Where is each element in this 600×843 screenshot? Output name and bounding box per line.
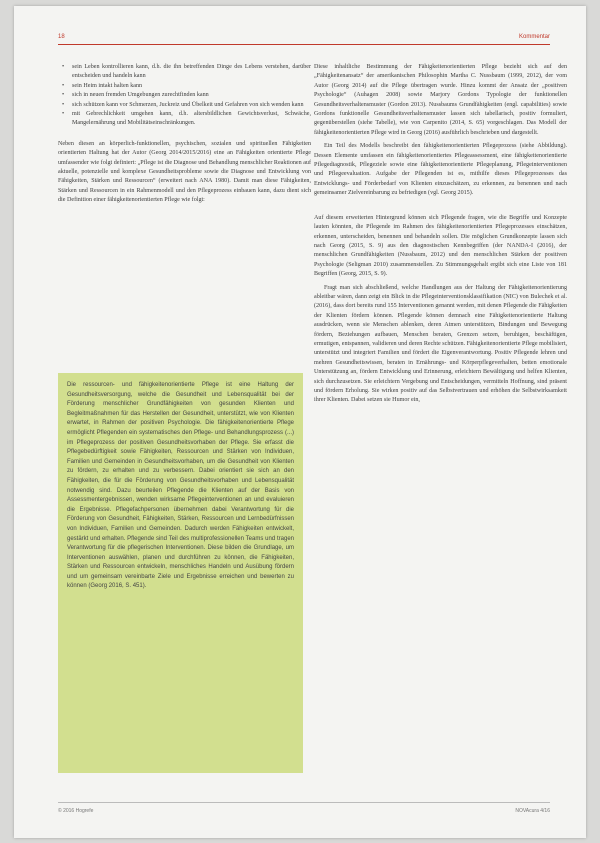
list-item: • sich in neuen fremden Umgebungen zurechtfinden kann <box>58 91 311 100</box>
list-item: • mit Gebrechlichkeit umgehen kann, d.h. altersbildlichen Gewichtsverlust, Schwäche, Mangelernährung und Mobilitätseinschränkungen. <box>58 110 311 129</box>
list-item: • sein Leben kontrollieren kann, d.h. die ihn betreffenden Dinge des Lebens verstehen, darüber entscheiden und handeln kann <box>58 63 311 82</box>
body-paragraph: Ein Teil des Modells beschreibt den fähigkeitenorientierten Pflegeprozess (siehe Abbildung). Dessen Elemente umfassen ein fähigkeitenorientiertes Pflegeassessment, eine fähigkeitenorientierte Pflegediagnostik, Pflegeziele sowie eine fähigkeitenorientierte Pflegeplanung, Pflegeinterventionen und Pflegeevaluation. Aufgabe der Pflegenden ist es, mithilfe dieses Pflegeprozesses das Entwicklungs- und Förderbedarf von Klienten einzuschätzen, zu erkennen, zu benennen und nach gemeinsamer Zielvereinbarung zu befriedigen (vgl. Georg 2015). <box>314 143 567 197</box>
footer-copyright: © 2016 Hogrefe <box>58 808 94 814</box>
definition-text: Die ressourcen- und fähigkeitenorientierte Pflege ist eine Haltung der Gesundheitsversorgung, welche die Gesundheit und Lebensqualität bei der Förderung menschlicher Grundfähigkeiten von gesunden Klienten und Begleitmaßnahmen für das Herstellen der Gesundheit, unterstützt, wie von Klienten erwartet, in Rahmen der positiven Psychologie. Die fähigkeitenorientierte Pflege ermöglicht Pflegenden ein systematisches den Pflege- und Behandlungsprozess (...) im Pflegeprozess der positiven Gesundheitsvorhaben der Pflege. Sie erfasst die Pflegebedürftigkeit sowie Fähigkeiten, Ressourcen und Stärken von Individuen, Familien und Gemeinden in Gesundheitsvorhaben, um die Gesundheit von Klienten zu fördern, zu erhalten und zu verbessern. Dabei orientiert sie sich an den Fähigkeiten, die für die Förderung von Gesundheitsvorhaben und Lebensqualität notwendig sind. Dazu beurteilen Pflegende die Klienten auf der Basis von Assessmentergebnissen, wenden wirksame Pflegeinterventionen an und evaluieren die Ergebnisse. Pflegefachpersonen übernehmen dabei Verantwortung für die Förderung von Gesundheit, Fähigkeiten, Stärken, Ressourcen und Lernbedürfnissen von Individuen, Familien und Gemeinden. Dadurch werden Fähigkeiten entwickelt, gestärkt und erhalten. Pflegende sind Teil des multiprofessionellen Teams und tragen Verantwortung für die pflegerischen Interventionen. Diese bilden die Grundlage, um Interventionen auswählen, planen und durchführen zu können, die Fähigkeiten, Stärken und Ressourcen entwickeln, menschliches Handeln und Ausübung fördern und um gemeinsam vereinbarte Ziele und Ergebnisse erreichen und bewerten zu können (Georg 2016, S. 451). <box>67 382 294 590</box>
left-column <box>58 63 311 210</box>
body-paragraph: Auf diesem erweiterten Hintergrund können sich Pflegende fragen, wie die Begriffe und Konzepte lauten könnten, die Pflegende im Rahmen des fähigkeitenorientierten Pflegeprozesses einschätzen, erkennen, unterscheiden, benennen und behandeln sollen. Die möglichen Grundkonzepte lassen sich nach Georg (2015, S. 9) aus den diagnostischen Kennbegriffen (der NANDA-I (2016), der menschlichen Grundfähigkeiten (Nussbaum, 2012) und den menschlichen Stärken der positiven Psychologie (Seligman 2010) zusammenstellen. Zu Stimmungsgehalt ergibt sich eine Liste von 181 Begriffen (Georg, 2015, S. 9). <box>314 214 567 278</box>
definition-box <box>58 373 303 773</box>
list-item: • sich schützen kann vor Schmerzen, Juckreiz und Übelkeit und Gefahren von sich wenden kann <box>58 101 311 110</box>
body-paragraph: Neben diesen an körperlich-funktionellen, psychischen, sozialen und spirituellen Fähigkeiten orientierten Haltung hat der Autor (Georg 2014/2015/2016) eine an Fähigkeiten orientierte Pflege umfassender wie folgt definiert: „Pflege ist die Diagnose und Behandlung menschlicher Reaktionen auf aktuelle, potenzielle und komplexe Gesundheitsprobleme sowie die Diagnose und Entwicklung von Fähigkeiten, Stärken und Ressourcen“ (erweitert nach ANA 1980). Damit man diese Fähigkeiten, Stärken und Ressourcen in ein Rahmenmodell und den Pflegeprozess einbauen kann, dazu dient sich die Definition einer fähigkeitenorientierten Pflege wie folgt: <box>58 140 311 204</box>
body-paragraph: Fragt man sich abschließend, welche Handlungen aus der Haltung der Fähigkeitenorientierung ableitbar wären, dann zeigt ein Blick in die Pflegeinterventionsklassifikation (NIC) von Bulechek et al. (2016), dass dort bereits rund 155 Interventionen genannt werden, mit denen Pflegende die Fähigkeiten der Klienten fördern können. Pflegende können demnach eine Fähigkeitenorientierte Haltung ausdrücken, wenn sie Menschen ablenken, deren Atmen unterstützen, Bindungen und Bewegung fördern, Beziehungen aufbauen, Menschen beraten, Grenzen setzen, beruhigen, beschäftigen, ermutigen, entspannen, validieren und deren Rechte schützen. Fähigkeitenorientierte Pflege mobilisiert, unterstützt und integriert Familien und fördert die Eigenverantwortung. Positiv Pflegende lehren und mehren Gesundheitswissen, beraten in Ernährungs- und Körperpflegeverhalten, betten emotionale Unterstützung an, fördern Entwicklung und Erinnerung, erleichtern Bewältigung und helfen Klienten, sich durchzusetzen. Sie erleichtern Vergebung und Entscheidungen, vermitteln Hoffnung, sind präsent und fördern Erholung. Sie wirken positiv auf das Selbstvertrauen und erhöhen die Selbstwirksamkeit ihrer Klienten. Dabei setzen sie Humor ein, <box>314 284 567 404</box>
magazine-page <box>14 6 586 838</box>
list-item: • sein Heim intakt halten kann <box>58 82 311 91</box>
footer-rule <box>58 802 550 803</box>
page-number: 18 <box>58 34 65 40</box>
header-rule <box>58 44 550 45</box>
section-label: Kommentar <box>518 34 550 40</box>
bullet-list <box>58 63 311 129</box>
body-paragraph: Diese inhaltliche Bestimmung der Fähigkeitenorientierten Pflege bezieht sich auf den „Fähigkeitenansatz“ der amerikanischen Philosophin Martha C. Nussbaum (1999, 2012), der vom Autor (Georg 2014) auf die Pflege übertragen wurde. Hinzu kommt der Ansatz der „positiven Psychologie“ (Auhagen 2008) sowie Marjory Gordons Typologie der funktionellen Gesundheitsverhaltensmuster (Gordon 2013). Nussbaums Grundfähigkeiten (engl. capabilities) sowie Gordons funktionelle Gesundheitsverhaltensmuster lassen sich tabellarisch, positiv formuliert, gegenüberstellen (siehe Tabelle), wie von Carpenito (2014, S. 65) vorgeschlagen. Das Modell der fähigkeitenorientierten Pflege wird in Georg (2016) ausführlich beschrieben und dargestellt. <box>314 64 567 136</box>
footer-issue: NOVAcura 4/16 <box>515 808 550 814</box>
right-column <box>314 63 567 410</box>
